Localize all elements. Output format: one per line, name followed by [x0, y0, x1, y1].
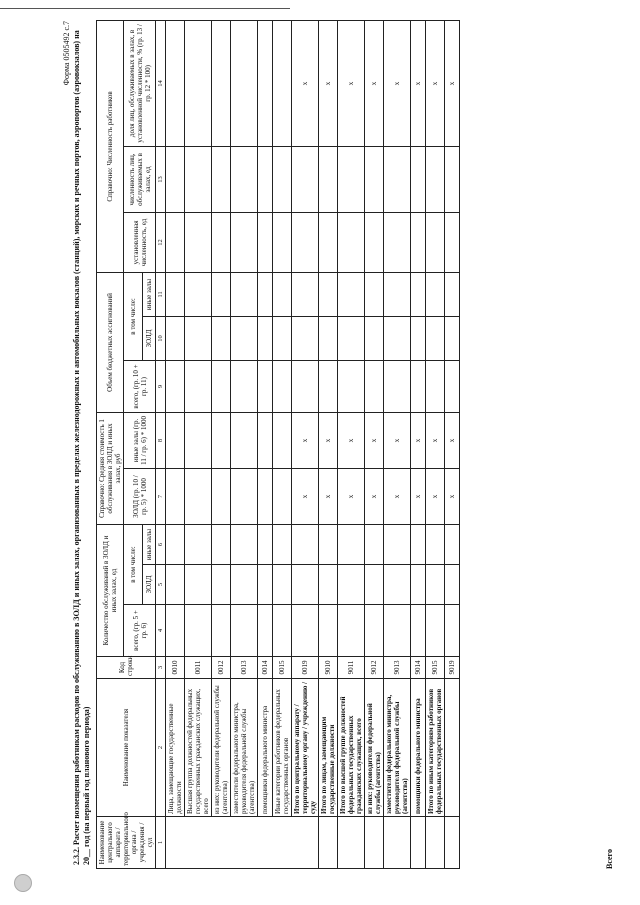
value-cell-col-10[interactable] — [445, 316, 460, 360]
value-cell-col-5[interactable] — [185, 565, 212, 605]
calculation-table — [96, 20, 460, 869]
value-cell-col-4[interactable] — [258, 605, 273, 657]
indicator-label: Итого по центральному аппарату / территориальному органу / учреждению / суду — [292, 679, 319, 817]
value-cell-col-13[interactable] — [166, 146, 185, 212]
value-cell-col-5[interactable] — [426, 565, 445, 605]
rotated-form — [58, 15, 618, 875]
value-cell-col-10[interactable] — [365, 316, 384, 360]
value-cell-col-9[interactable] — [365, 360, 384, 412]
value-cell-col-5[interactable] — [273, 565, 292, 605]
value-cell-col-10[interactable] — [258, 316, 273, 360]
value-cell-col-10[interactable] — [426, 316, 445, 360]
value-cell-col-10[interactable] — [185, 316, 212, 360]
value-cell-col-7[interactable] — [273, 468, 292, 524]
value-cell-col-13[interactable] — [185, 146, 212, 212]
value-cell-col-5[interactable] — [319, 565, 338, 605]
table-row — [212, 20, 231, 868]
table-row — [185, 20, 212, 868]
value-cell-col-14: x — [426, 20, 445, 146]
value-cell-col-11[interactable] — [166, 272, 185, 316]
value-cell-col-14[interactable] — [231, 20, 258, 146]
header-code: Код строки — [97, 657, 156, 679]
col-number: 5 — [156, 565, 166, 605]
value-cell-col-7: x — [319, 468, 338, 524]
value-cell-col-6[interactable] — [292, 524, 319, 564]
header-cost-other: иные залы (гр. 11 / гр. 6) * 1000 — [124, 412, 156, 468]
value-cell-col-12[interactable] — [292, 212, 319, 272]
row-code: 0014 — [258, 657, 273, 679]
value-cell-col-4[interactable] — [365, 605, 384, 657]
value-cell-col-9[interactable] — [426, 360, 445, 412]
value-cell-col-4[interactable] — [185, 605, 212, 657]
value-cell-col-6[interactable] — [185, 524, 212, 564]
value-cell-col-7[interactable] — [166, 468, 185, 524]
value-cell-col-11[interactable] — [445, 272, 460, 316]
col-number: 4 — [156, 605, 166, 657]
value-cell-col-5[interactable] — [212, 565, 231, 605]
indicator-label: Итого по высшей группе должностей федеральных государственных гражданских служащих, всего — [338, 679, 365, 817]
value-cell-col-6[interactable] — [231, 524, 258, 564]
table-row — [166, 20, 185, 868]
value-cell-col-11[interactable] — [365, 272, 384, 316]
value-cell-col-8: x — [445, 412, 460, 468]
value-cell-col-8[interactable] — [231, 412, 258, 468]
org-name-cell — [426, 817, 445, 869]
value-cell-col-6[interactable] — [338, 524, 365, 564]
header-qty-in-that: в том числе: — [124, 524, 143, 604]
value-cell-col-8: x — [384, 412, 411, 468]
header-org: Наименование центрального аппарата / территориального органа / учреждения / сул — [97, 817, 156, 869]
indicator-label: заместители федерального министра, руководителя федеральной службы (агентства) — [384, 679, 411, 817]
value-cell-col-7: x — [384, 468, 411, 524]
value-cell-col-8[interactable] — [258, 412, 273, 468]
table-row — [384, 20, 411, 868]
table-row — [365, 20, 384, 868]
value-cell-col-8: x — [411, 412, 426, 468]
value-cell-col-9[interactable] — [231, 360, 258, 412]
value-cell-col-11[interactable] — [384, 272, 411, 316]
value-cell-col-8: x — [292, 412, 319, 468]
row-code: 0015 — [273, 657, 292, 679]
value-cell-col-6[interactable] — [258, 524, 273, 564]
org-name-cell — [319, 817, 338, 869]
header-budget-total: всего, (гр. 10 + гр. 11) — [124, 360, 156, 412]
column-number-row — [156, 20, 166, 868]
value-cell-col-6[interactable] — [411, 524, 426, 564]
value-cell-col-13[interactable] — [258, 146, 273, 212]
value-cell-col-14: x — [411, 20, 426, 146]
col-number: 11 — [156, 272, 166, 316]
indicator-label — [445, 679, 460, 817]
value-cell-col-12[interactable] — [426, 212, 445, 272]
value-cell-col-7[interactable] — [212, 468, 231, 524]
value-cell-col-7: x — [426, 468, 445, 524]
value-cell-col-9[interactable] — [258, 360, 273, 412]
header-indicator: Наименование показателя — [97, 679, 156, 817]
value-cell-col-12[interactable] — [338, 212, 365, 272]
value-cell-col-10[interactable] — [411, 316, 426, 360]
table-row — [319, 20, 338, 868]
table-row — [292, 20, 319, 868]
value-cell-col-4[interactable] — [319, 605, 338, 657]
value-cell-col-13[interactable] — [426, 146, 445, 212]
indicator-label: Итого по лицам, замещающим государственные должности — [319, 679, 338, 817]
value-cell-col-7[interactable] — [231, 468, 258, 524]
header-budget-in-that: в том числе: — [124, 272, 143, 360]
value-cell-col-12[interactable] — [384, 212, 411, 272]
org-name-cell — [384, 817, 411, 869]
value-cell-col-5[interactable] — [445, 565, 460, 605]
header-qty-other: иные залы — [142, 524, 156, 564]
value-cell-col-5[interactable] — [411, 565, 426, 605]
value-cell-col-4[interactable] — [292, 605, 319, 657]
table-row — [231, 20, 258, 868]
value-cell-col-7: x — [292, 468, 319, 524]
value-cell-col-14: x — [365, 20, 384, 146]
value-cell-col-7: x — [365, 468, 384, 524]
value-cell-col-13[interactable] — [384, 146, 411, 212]
row-code: 0011 — [185, 657, 212, 679]
indicator-label: Иные категории работников федеральных государственных органов — [273, 679, 292, 817]
value-cell-col-9[interactable] — [185, 360, 212, 412]
value-cell-col-12[interactable] — [319, 212, 338, 272]
value-cell-col-6[interactable] — [445, 524, 460, 564]
value-cell-col-12[interactable] — [166, 212, 185, 272]
value-cell-col-9[interactable] — [319, 360, 338, 412]
col-number: 3 — [156, 657, 166, 679]
table-row — [338, 20, 365, 868]
value-cell-col-13[interactable] — [231, 146, 258, 212]
row-code: 0019 — [292, 657, 319, 679]
col-number: 6 — [156, 524, 166, 564]
header-staff-served: численность лиц, обслуживаемых в залах, ед — [124, 146, 156, 212]
value-cell-col-14: x — [445, 20, 460, 146]
value-cell-col-6[interactable] — [212, 524, 231, 564]
value-cell-col-13[interactable] — [365, 146, 384, 212]
value-cell-col-8: x — [365, 412, 384, 468]
table-row — [426, 20, 445, 868]
row-code: 9012 — [365, 657, 384, 679]
value-cell-col-8[interactable] — [166, 412, 185, 468]
value-cell-col-10[interactable] — [338, 316, 365, 360]
org-name-cell — [411, 817, 426, 869]
col-number: 1 — [156, 817, 166, 869]
col-number: 7 — [156, 468, 166, 524]
value-cell-col-13[interactable] — [292, 146, 319, 212]
table-row — [258, 20, 273, 868]
value-cell-col-12[interactable] — [185, 212, 212, 272]
row-code: 9010 — [319, 657, 338, 679]
value-cell-col-7: x — [411, 468, 426, 524]
value-cell-col-4[interactable] — [231, 605, 258, 657]
value-cell-col-14: x — [338, 20, 365, 146]
value-cell-col-14: x — [319, 20, 338, 146]
value-cell-col-13[interactable] — [319, 146, 338, 212]
value-cell-col-11[interactable] — [338, 272, 365, 316]
value-cell-col-13[interactable] — [212, 146, 231, 212]
row-code: 0013 — [231, 657, 258, 679]
value-cell-col-10[interactable] — [166, 316, 185, 360]
scan-edge-line — [0, 8, 290, 9]
indicator-label: из них: руководители федеральной службы (агентства) — [212, 679, 231, 817]
row-code: 0010 — [166, 657, 185, 679]
value-cell-col-14: x — [292, 20, 319, 146]
col-number: 14 — [156, 20, 166, 146]
header-qty-total: всего, (гр. 5 + гр. 6) — [124, 605, 156, 657]
indicator-label: заместители федерального министра, руководителя федеральной службы (агентства) — [231, 679, 258, 817]
value-cell-col-5[interactable] — [338, 565, 365, 605]
value-cell-col-9[interactable] — [338, 360, 365, 412]
indicator-label: Высшая группа должностей федеральных государственных гражданских служащих, всего — [185, 679, 212, 817]
value-cell-col-11[interactable] — [273, 272, 292, 316]
header-ref-cost-group: Справочно: Средняя стоимость 1 обслуживания в ЗОЛД и иных залах, руб — [97, 412, 124, 524]
value-cell-col-4[interactable] — [445, 605, 460, 657]
table-row — [445, 20, 460, 868]
value-cell-col-9[interactable] — [411, 360, 426, 412]
header-qty-group: Количество обслуживаний в ЗОЛД и иных залах, ед — [97, 524, 124, 656]
value-cell-col-14[interactable] — [258, 20, 273, 146]
value-cell-col-13[interactable] — [338, 146, 365, 212]
value-cell-col-12[interactable] — [411, 212, 426, 272]
value-cell-col-10[interactable] — [273, 316, 292, 360]
table-row — [273, 20, 292, 868]
value-cell-col-8: x — [338, 412, 365, 468]
value-cell-col-4[interactable] — [273, 605, 292, 657]
value-cell-col-10[interactable] — [319, 316, 338, 360]
col-number: 2 — [156, 679, 166, 817]
value-cell-col-7: x — [445, 468, 460, 524]
indicator-label: из них: руководители федеральной службы (агентства) — [365, 679, 384, 817]
value-cell-col-4[interactable] — [166, 605, 185, 657]
value-cell-col-9[interactable] — [212, 360, 231, 412]
value-cell-col-8: x — [319, 412, 338, 468]
punch-hole-icon — [14, 874, 32, 892]
value-cell-col-4[interactable] — [426, 605, 445, 657]
value-cell-col-10[interactable] — [231, 316, 258, 360]
value-cell-col-8[interactable] — [212, 412, 231, 468]
value-cell-col-12[interactable] — [258, 212, 273, 272]
value-cell-col-10[interactable] — [384, 316, 411, 360]
header-budget-group: Объем бюджетных ассигнований — [97, 272, 124, 412]
value-cell-col-11[interactable] — [185, 272, 212, 316]
value-cell-col-8[interactable] — [185, 412, 212, 468]
org-name-cell — [445, 817, 460, 869]
value-cell-col-4[interactable] — [411, 605, 426, 657]
value-cell-col-4[interactable] — [338, 605, 365, 657]
table-row — [411, 20, 426, 868]
value-cell-col-7[interactable] — [185, 468, 212, 524]
indicator-label: Итого по иным категориям работников федеральных государственных органов — [426, 679, 445, 817]
header-cost-zold: ЗОЛД (гр. 10 / гр. 5) * 1000 — [124, 468, 156, 524]
value-cell-col-13[interactable] — [273, 146, 292, 212]
value-cell-col-12[interactable] — [365, 212, 384, 272]
value-cell-col-6[interactable] — [273, 524, 292, 564]
header-budget-zold: ЗОЛД — [142, 316, 156, 360]
value-cell-col-9[interactable] — [273, 360, 292, 412]
value-cell-col-11[interactable] — [212, 272, 231, 316]
value-cell-col-11[interactable] — [411, 272, 426, 316]
header-ref-staff-group: Справочно: Численность работников — [97, 20, 124, 272]
value-cell-col-9[interactable] — [445, 360, 460, 412]
value-cell-col-6[interactable] — [365, 524, 384, 564]
value-cell-col-12[interactable] — [445, 212, 460, 272]
total-label: Всего — [605, 849, 614, 869]
value-cell-col-14[interactable] — [185, 20, 212, 146]
header-budget-other: иные залы — [142, 272, 156, 316]
col-number: 10 — [156, 316, 166, 360]
table-body — [166, 20, 460, 868]
value-cell-col-8[interactable] — [273, 412, 292, 468]
value-cell-col-5[interactable] — [292, 565, 319, 605]
row-code: 9011 — [338, 657, 365, 679]
col-number: 13 — [156, 146, 166, 212]
value-cell-col-10[interactable] — [212, 316, 231, 360]
value-cell-col-7[interactable] — [258, 468, 273, 524]
value-cell-col-8: x — [426, 412, 445, 468]
value-cell-col-14: x — [384, 20, 411, 146]
value-cell-col-7: x — [338, 468, 365, 524]
value-cell-col-6[interactable] — [319, 524, 338, 564]
row-code: 9015 — [426, 657, 445, 679]
value-cell-col-14[interactable] — [212, 20, 231, 146]
value-cell-col-14[interactable] — [273, 20, 292, 146]
indicator-label: помощники федерального министра — [258, 679, 273, 817]
value-cell-col-11[interactable] — [292, 272, 319, 316]
value-cell-col-5[interactable] — [166, 565, 185, 605]
row-code: 9014 — [411, 657, 426, 679]
value-cell-col-5[interactable] — [384, 565, 411, 605]
value-cell-col-11[interactable] — [258, 272, 273, 316]
col-number: 8 — [156, 412, 166, 468]
value-cell-col-14[interactable] — [166, 20, 185, 146]
value-cell-col-13[interactable] — [445, 146, 460, 212]
value-cell-col-10[interactable] — [292, 316, 319, 360]
row-code: 9013 — [384, 657, 411, 679]
value-cell-col-6[interactable] — [166, 524, 185, 564]
value-cell-col-6[interactable] — [426, 524, 445, 564]
value-cell-col-11[interactable] — [231, 272, 258, 316]
header-staff-established: установленная численность, ед — [124, 212, 156, 272]
value-cell-col-13[interactable] — [411, 146, 426, 212]
value-cell-col-12[interactable] — [212, 212, 231, 272]
indicator-label: Лица, замещающие государственные должности — [166, 679, 185, 817]
value-cell-col-12[interactable] — [273, 212, 292, 272]
row-code: 9019 — [445, 657, 460, 679]
value-cell-col-9[interactable] — [292, 360, 319, 412]
value-cell-col-5[interactable] — [258, 565, 273, 605]
value-cell-col-9[interactable] — [384, 360, 411, 412]
value-cell-col-4[interactable] — [212, 605, 231, 657]
value-cell-col-11[interactable] — [319, 272, 338, 316]
indicator-label: помощники федерального министра — [411, 679, 426, 817]
header-staff-share: доля лиц, обслуживаемых в залах, в установленной численности, % (гр. 13 / гр. 12 * 100) — [124, 20, 156, 146]
org-name-cell — [365, 817, 384, 869]
value-cell-col-5[interactable] — [365, 565, 384, 605]
value-cell-col-4[interactable] — [384, 605, 411, 657]
org-name-cell — [338, 817, 365, 869]
header-qty-zold: ЗОЛД — [142, 565, 156, 605]
section-title: 2.3.2. Расчет возмещения работникам расходов по обслуживанию в ЗОЛД и иных залах, организованных в пределах железнодорожных и автомобильных вокзалов (станций), морских и речных портов, аэропортов (аэровокзалов) на 20__ год (на первый год планового периода) — [72, 30, 91, 865]
col-number: 9 — [156, 360, 166, 412]
value-cell-col-9[interactable] — [166, 360, 185, 412]
value-cell-col-5[interactable] — [231, 565, 258, 605]
value-cell-col-12[interactable] — [231, 212, 258, 272]
value-cell-col-11[interactable] — [426, 272, 445, 316]
value-cell-col-6[interactable] — [384, 524, 411, 564]
col-number: 12 — [156, 212, 166, 272]
form-number: Форма 0505492 с.7 — [62, 21, 71, 86]
org-name-cell[interactable] — [166, 817, 319, 869]
row-code: 0012 — [212, 657, 231, 679]
